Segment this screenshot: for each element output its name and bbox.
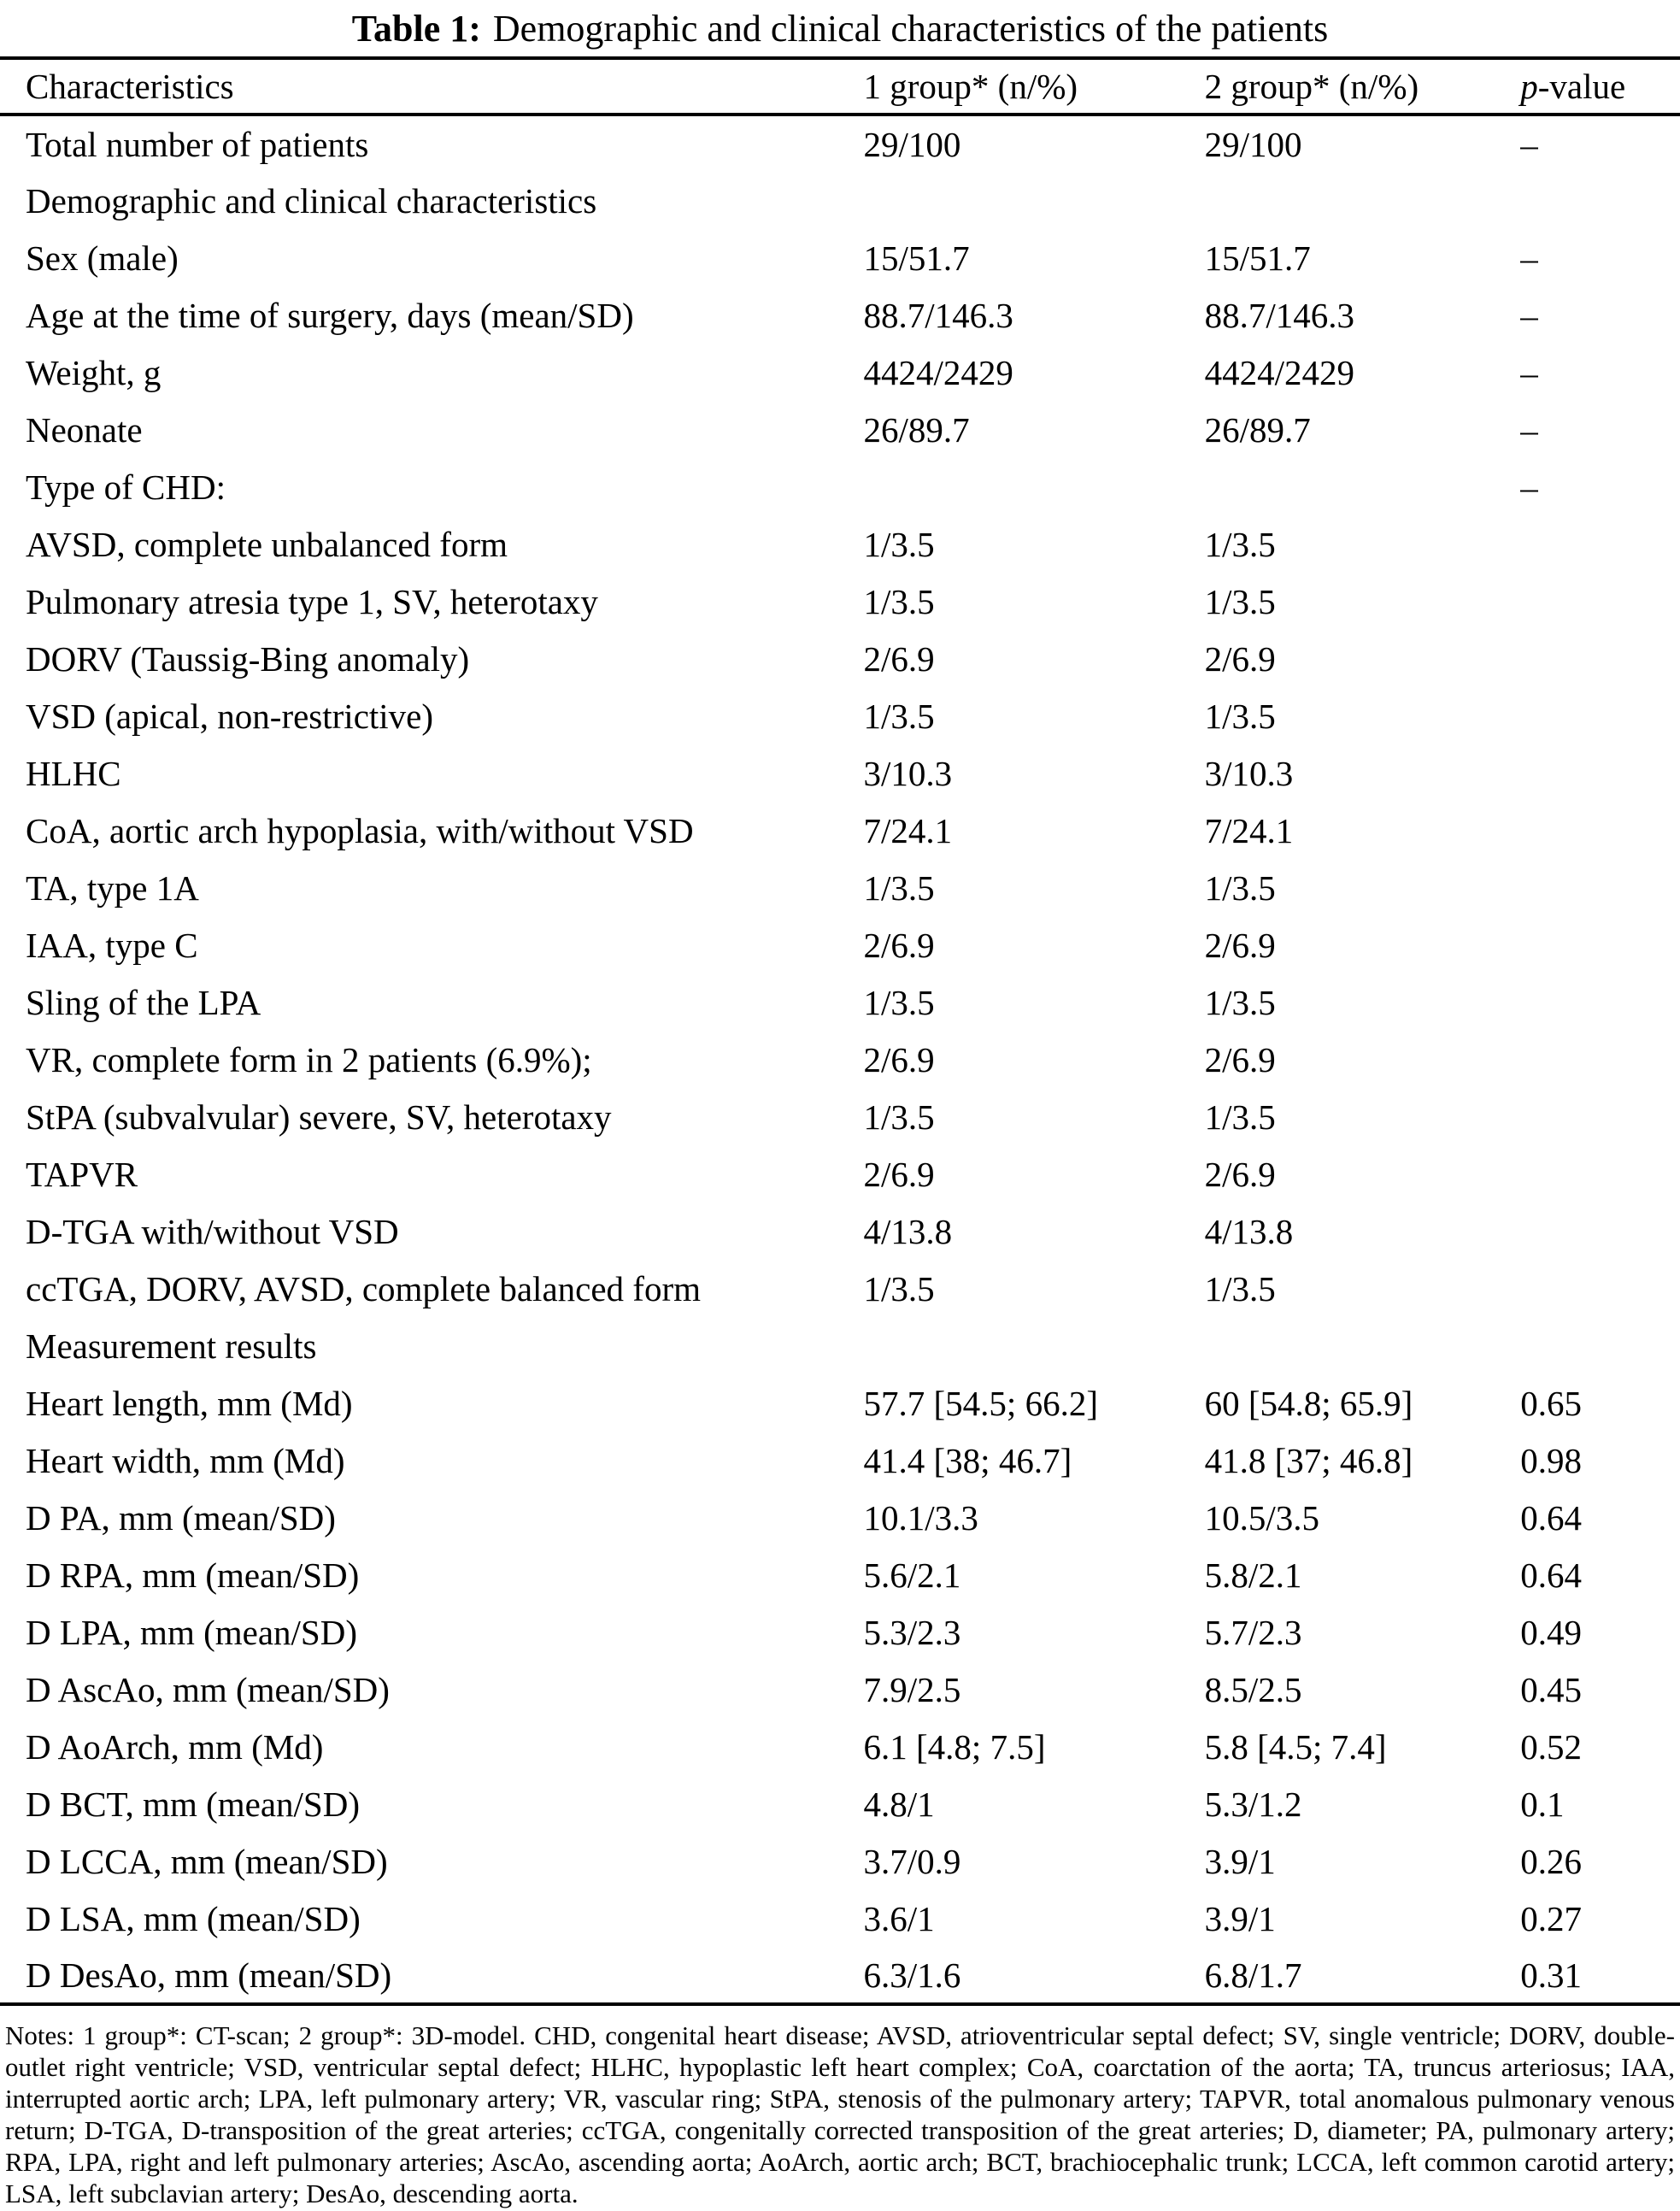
row-group1-cell: 1/3.5	[863, 867, 935, 908]
table-row	[0, 286, 1680, 344]
row-group1-cell: 41.4 [38; 46.7]	[863, 1440, 1072, 1480]
row-group2-cell: 5.7/2.3	[1204, 1612, 1302, 1652]
row-label-cell: StPA (subvalvular) severe, SV, heterotaxy	[26, 1097, 612, 1137]
table-row	[0, 1432, 1680, 1489]
row-label-cell: ccTGA, DORV, AVSD, complete balanced form	[26, 1268, 701, 1308]
row-pvalue-cell: 0.64	[1520, 1497, 1582, 1538]
row-label-cell: D LCCA, mm (mean/SD)	[26, 1841, 388, 1881]
row-label-cell: D LPA, mm (mean/SD)	[26, 1612, 357, 1652]
row-label-cell: D DesAo, mm (mean/SD)	[26, 1955, 392, 1995]
row-group2-cell: 4424/2429	[1204, 352, 1355, 392]
row-group2-cell: 1/3.5	[1204, 1268, 1276, 1308]
table-row	[0, 1661, 1680, 1718]
row-group2-cell: 5.3/1.2	[1204, 1784, 1302, 1824]
table-row	[0, 172, 1680, 229]
row-pvalue-cell: 0.52	[1520, 1726, 1582, 1767]
row-pvalue-cell	[1520, 859, 1680, 916]
row-label-cell: VSD (apical, non-restrictive)	[26, 696, 434, 736]
row-pvalue-cell: –	[1520, 124, 1538, 164]
row-group2-cell: 5.8/2.1	[1204, 1555, 1302, 1595]
row-group1-cell: 7.9/2.5	[863, 1669, 961, 1709]
row-label-cell: Measurement results	[26, 1326, 317, 1366]
table-row	[0, 1317, 1680, 1374]
row-group1-cell: 3.6/1	[863, 1898, 935, 1938]
row-pvalue-cell: 0.45	[1520, 1669, 1582, 1709]
row-label-cell: Sling of the LPA	[26, 982, 261, 1022]
row-group1-cell: 6.1 [4.8; 7.5]	[863, 1726, 1046, 1767]
row-group2-cell: 8.5/2.5	[1204, 1669, 1302, 1709]
row-pvalue-cell	[1520, 1031, 1680, 1088]
row-pvalue-cell	[1520, 744, 1680, 802]
row-group2-cell: 60 [54.8; 65.9]	[1204, 1383, 1413, 1423]
row-label-cell: Neonate	[26, 409, 143, 450]
table-row	[0, 115, 1680, 172]
row-label-cell: Age at the time of surgery, days (mean/SD)	[26, 295, 634, 335]
table-row	[0, 859, 1680, 916]
pvalue-header-italic-p: p	[1520, 67, 1538, 106]
table-row	[0, 973, 1680, 1031]
table-row	[0, 1031, 1680, 1088]
row-pvalue-cell	[1520, 1317, 1680, 1374]
row-pvalue-cell: 0.31	[1520, 1955, 1582, 1995]
row-group2-cell: 3.9/1	[1204, 1898, 1276, 1938]
row-pvalue-cell: 0.27	[1520, 1898, 1582, 1938]
row-group2-cell: 1/3.5	[1204, 581, 1276, 621]
row-group2-cell	[1205, 458, 1521, 515]
table-title-label: Table 1:	[351, 7, 481, 50]
table-row	[0, 229, 1680, 286]
row-group2-cell: 6.8/1.7	[1204, 1955, 1302, 1995]
row-group2-cell: 1/3.5	[1204, 867, 1276, 908]
row-group2-cell: 1/3.5	[1204, 1097, 1276, 1137]
row-group2-cell: 2/6.9	[1204, 1039, 1276, 1079]
row-label-cell: D LSA, mm (mean/SD)	[26, 1898, 361, 1938]
row-label-cell: D AscAo, mm (mean/SD)	[26, 1669, 390, 1709]
row-pvalue-cell	[1520, 630, 1680, 687]
row-group2-cell: 1/3.5	[1204, 982, 1276, 1022]
row-pvalue-cell	[1520, 172, 1680, 229]
table-row	[0, 1145, 1680, 1203]
row-pvalue-cell	[1520, 515, 1680, 573]
pvalue-header-rest: -value	[1537, 67, 1626, 106]
row-group2-cell: 1/3.5	[1204, 696, 1276, 736]
row-label-cell: D AoArch, mm (Md)	[26, 1726, 324, 1767]
row-group2-cell: 88.7/146.3	[1204, 295, 1355, 335]
table-row	[0, 458, 1680, 515]
row-label-cell: TA, type 1A	[26, 867, 199, 908]
row-label-cell: Heart width, mm (Md)	[26, 1440, 345, 1480]
table-row	[0, 630, 1680, 687]
row-group1-cell: 4424/2429	[863, 352, 1013, 392]
table-row	[0, 1890, 1680, 1947]
row-group2-cell	[1205, 172, 1521, 229]
row-group1-cell: 4/13.8	[863, 1211, 953, 1251]
row-group2-cell: 41.8 [37; 46.8]	[1204, 1440, 1413, 1480]
row-group1-cell: 5.6/2.1	[863, 1555, 961, 1595]
row-label-cell: IAA, type C	[26, 925, 198, 965]
col-header-characteristics: Characteristics	[0, 58, 864, 115]
row-pvalue-cell: –	[1520, 295, 1538, 335]
row-label-cell: D BCT, mm (mean/SD)	[26, 1784, 360, 1824]
row-group1-cell: 2/6.9	[863, 1039, 935, 1079]
row-group2-cell: 15/51.7	[1204, 238, 1311, 278]
row-label-cell: Sex (male)	[26, 238, 179, 278]
row-pvalue-cell: 0.64	[1520, 1555, 1582, 1595]
row-group2-cell: 1/3.5	[1204, 524, 1276, 564]
row-group2-cell	[1205, 1317, 1521, 1374]
table-row	[0, 802, 1680, 859]
row-label-cell: AVSD, complete unbalanced form	[26, 524, 508, 564]
table-row	[0, 344, 1680, 401]
row-group1-cell: 3.7/0.9	[863, 1841, 961, 1881]
row-group1-cell: 1/3.5	[863, 982, 935, 1022]
table-row	[0, 1718, 1680, 1775]
table-body	[0, 115, 1680, 2004]
table-row	[0, 1546, 1680, 1603]
table-row	[0, 401, 1680, 458]
row-pvalue-cell	[1520, 916, 1680, 973]
row-group1-cell	[864, 172, 1205, 229]
table-row	[0, 1374, 1680, 1432]
table-row	[0, 1203, 1680, 1260]
table-row	[0, 916, 1680, 973]
row-group1-cell: 2/6.9	[863, 638, 935, 679]
row-group1-cell: 1/3.5	[863, 1097, 935, 1137]
table-row	[0, 1260, 1680, 1317]
row-group1-cell: 2/6.9	[863, 1154, 935, 1194]
table-title	[0, 0, 1680, 56]
table-row	[0, 687, 1680, 744]
row-label-cell: D-TGA with/without VSD	[26, 1211, 399, 1251]
table-row	[0, 1603, 1680, 1661]
row-pvalue-cell: –	[1520, 352, 1538, 392]
table-title-text: Demographic and clinical characteristics of the patients	[492, 7, 1329, 50]
row-group2-cell: 26/89.7	[1204, 409, 1311, 450]
row-group2-cell: 3/10.3	[1204, 753, 1294, 793]
row-group1-cell: 29/100	[863, 124, 961, 164]
row-group1-cell: 1/3.5	[863, 1268, 935, 1308]
row-label-cell: HLHC	[26, 753, 121, 793]
row-pvalue-cell: 0.26	[1520, 1841, 1582, 1881]
row-label-cell: Pulmonary atresia type 1, SV, heterotaxy	[26, 581, 598, 621]
row-group1-cell: 1/3.5	[863, 581, 935, 621]
row-group2-cell: 29/100	[1204, 124, 1302, 164]
row-group2-cell: 2/6.9	[1204, 638, 1276, 679]
row-pvalue-cell: 0.65	[1520, 1383, 1582, 1423]
row-label-cell: TAPVR	[26, 1154, 138, 1194]
col-header-pvalue	[1520, 58, 1680, 115]
row-group1-cell: 26/89.7	[863, 409, 970, 450]
table-notes: Notes: 1 group*: CT-scan; 2 group*: 3D-model. CHD, congenital heart disease; AVSD, atrioventricular septal defect; SV, single ventricle; DORV, double-outlet right ventricle; VSD, ventricular septal defect; HLHC, hypoplastic left heart complex; CoA, coarctation of the aorta; TA, truncus arteriosus; IAA, interrupted aortic arch; LPA, left pulmonary artery; VR, vascular ring; StPA, stenosis of the pulmonary artery; TAPVR, total anomalous pulmonary venous return; D-TGA, D-transposition of the great arteries; ccTGA, congenitally corrected transposition of the great arteries; D, diameter; PA, pulmonary artery; RPA, LPA, right and left pulmonary arteries; AscAo, ascending aorta; AoArch, aortic arch; BCT, brachiocephalic trunk; LCCA, left common carotid artery; LSA, left subclavian artery; DesAo, descending aorta.	[5, 2020, 1675, 2208]
row-group1-cell: 15/51.7	[863, 238, 970, 278]
row-group2-cell: 2/6.9	[1204, 925, 1276, 965]
row-group1-cell	[864, 1317, 1205, 1374]
row-label-cell: Heart length, mm (Md)	[26, 1383, 353, 1423]
row-group1-cell: 6.3/1.6	[863, 1955, 961, 1995]
row-pvalue-cell: 0.98	[1520, 1440, 1582, 1480]
row-pvalue-cell	[1520, 1145, 1680, 1203]
col-header-group1: 1 group* (n/%)	[864, 58, 1205, 115]
row-group2-cell: 10.5/3.5	[1204, 1497, 1320, 1538]
row-label-cell: Weight, g	[26, 352, 162, 392]
row-pvalue-cell	[1520, 687, 1680, 744]
row-pvalue-cell: –	[1520, 238, 1538, 278]
row-group2-cell: 2/6.9	[1204, 1154, 1276, 1194]
table-row	[0, 1775, 1680, 1832]
row-group1-cell	[864, 458, 1205, 515]
row-group2-cell: 4/13.8	[1204, 1211, 1294, 1251]
row-pvalue-cell	[1520, 573, 1680, 630]
row-label-cell: VR, complete form in 2 patients (6.9%);	[26, 1039, 592, 1079]
row-pvalue-cell: 0.49	[1520, 1612, 1582, 1652]
row-label-cell: D PA, mm (mean/SD)	[26, 1497, 336, 1538]
row-group2-cell: 7/24.1	[1204, 810, 1294, 850]
row-pvalue-cell	[1520, 1088, 1680, 1145]
row-pvalue-cell: –	[1520, 409, 1538, 450]
row-group1-cell: 1/3.5	[863, 696, 935, 736]
row-label-cell: CoA, aortic arch hypoplasia, with/without VSD	[26, 810, 694, 850]
col-header-group2: 2 group* (n/%)	[1205, 58, 1521, 115]
row-group1-cell: 88.7/146.3	[863, 295, 1013, 335]
table-row	[0, 1832, 1680, 1890]
row-label-cell: Total number of patients	[26, 124, 369, 164]
row-pvalue-cell: –	[1520, 467, 1538, 507]
row-pvalue-cell	[1520, 973, 1680, 1031]
row-group1-cell: 57.7 [54.5; 66.2]	[863, 1383, 1098, 1423]
row-pvalue-cell	[1520, 1203, 1680, 1260]
row-group1-cell: 7/24.1	[863, 810, 953, 850]
table-row	[0, 744, 1680, 802]
row-pvalue-cell: 0.1	[1520, 1784, 1565, 1824]
row-label-cell: DORV (Taussig-Bing anomaly)	[26, 638, 470, 679]
table-row	[0, 1947, 1680, 2004]
row-pvalue-cell	[1520, 1260, 1680, 1317]
row-group1-cell: 4.8/1	[863, 1784, 935, 1824]
table-row	[0, 1489, 1680, 1546]
row-pvalue-cell	[1520, 802, 1680, 859]
row-group2-cell: 5.8 [4.5; 7.4]	[1204, 1726, 1387, 1767]
demographics-table	[0, 56, 1680, 2006]
table-row	[0, 573, 1680, 630]
row-label-cell: Type of CHD:	[26, 467, 226, 507]
row-label-cell: Demographic and clinical characteristics	[26, 180, 597, 221]
table-row	[0, 1088, 1680, 1145]
row-group2-cell: 3.9/1	[1204, 1841, 1276, 1881]
table-row	[0, 515, 1680, 573]
table-header-row	[0, 58, 1680, 115]
row-group1-cell: 3/10.3	[863, 753, 953, 793]
row-group1-cell: 5.3/2.3	[863, 1612, 961, 1652]
row-group1-cell: 10.1/3.3	[863, 1497, 978, 1538]
row-label-cell: D RPA, mm (mean/SD)	[26, 1555, 360, 1595]
row-group1-cell: 1/3.5	[863, 524, 935, 564]
row-group1-cell: 2/6.9	[863, 925, 935, 965]
